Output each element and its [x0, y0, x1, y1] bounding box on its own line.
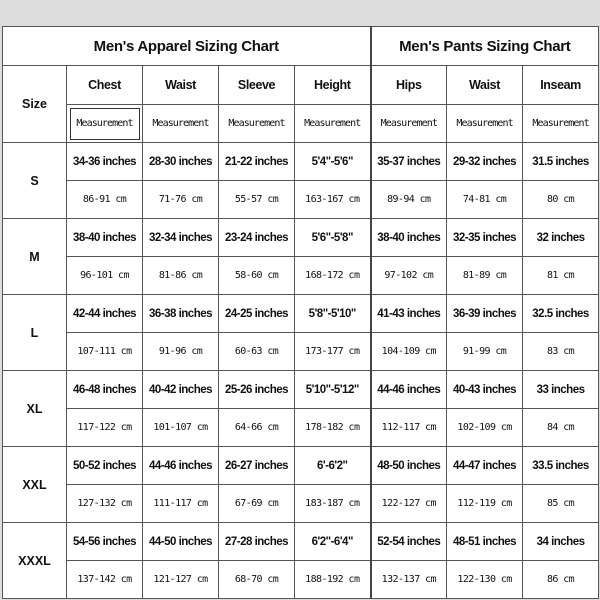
cell-cm-inseam: 83 cm — [523, 333, 599, 371]
measurement-label: Measurement — [143, 105, 219, 143]
cell-cm-sleeve: 68-70 cm — [219, 561, 295, 599]
size-label: S — [3, 143, 67, 219]
sizing-chart-table — [2, 26, 599, 599]
size-row-cm — [3, 409, 599, 447]
cell-cm-pants-waist: 91-99 cm — [447, 333, 523, 371]
cell-inches-waist: 32-34 inches — [143, 219, 219, 257]
cell-cm-height: 188-192 cm — [295, 561, 371, 599]
cell-inches-chest: 42-44 inches — [67, 295, 143, 333]
cell-inches-inseam: 33 inches — [523, 371, 599, 409]
cell-cm-chest: 117-122 cm — [67, 409, 143, 447]
cell-inches-pants-waist: 32-35 inches — [447, 219, 523, 257]
cell-cm-waist: 101-107 cm — [143, 409, 219, 447]
cell-inches-pants-waist: 48-51 inches — [447, 523, 523, 561]
size-row-inches — [3, 295, 599, 333]
size-row-cm — [3, 561, 599, 599]
measurement-row — [3, 105, 599, 143]
cell-inches-sleeve: 25-26 inches — [219, 371, 295, 409]
size-row-cm — [3, 333, 599, 371]
measurement-label: Measurement — [67, 105, 143, 143]
cell-inches-inseam: 31.5 inches — [523, 143, 599, 181]
size-label: L — [3, 295, 67, 371]
cell-cm-sleeve: 55-57 cm — [219, 181, 295, 219]
cell-inches-inseam: 33.5 inches — [523, 447, 599, 485]
cell-inches-sleeve: 27-28 inches — [219, 523, 295, 561]
cell-inches-pants-waist: 40-43 inches — [447, 371, 523, 409]
cell-cm-sleeve: 58-60 cm — [219, 257, 295, 295]
cell-cm-inseam: 85 cm — [523, 485, 599, 523]
cell-cm-height: 173-177 cm — [295, 333, 371, 371]
column-header-height: Height — [295, 66, 371, 105]
cell-cm-sleeve: 60-63 cm — [219, 333, 295, 371]
cell-cm-chest: 127-132 cm — [67, 485, 143, 523]
size-row-cm — [3, 485, 599, 523]
cell-cm-hips: 104-109 cm — [371, 333, 447, 371]
cell-cm-pants-waist: 81-89 cm — [447, 257, 523, 295]
cell-cm-hips: 112-117 cm — [371, 409, 447, 447]
cell-inches-inseam: 32.5 inches — [523, 295, 599, 333]
measurement-label: Measurement — [295, 105, 371, 143]
column-header-inseam: Inseam — [523, 66, 599, 105]
column-header-row — [3, 66, 599, 105]
size-row-cm — [3, 181, 599, 219]
cell-inches-height: 6'-6'2" — [295, 447, 371, 485]
cell-inches-hips: 38-40 inches — [371, 219, 447, 257]
cell-cm-sleeve: 67-69 cm — [219, 485, 295, 523]
cell-inches-hips: 41-43 inches — [371, 295, 447, 333]
column-header-sleeve: Sleeve — [219, 66, 295, 105]
cell-inches-chest: 34-36 inches — [67, 143, 143, 181]
cell-cm-chest: 107-111 cm — [67, 333, 143, 371]
cell-inches-pants-waist: 44-47 inches — [447, 447, 523, 485]
cell-cm-height: 168-172 cm — [295, 257, 371, 295]
column-header-chest: Chest — [67, 66, 143, 105]
cell-inches-waist: 44-50 inches — [143, 523, 219, 561]
cell-inches-waist: 28-30 inches — [143, 143, 219, 181]
cell-inches-height: 5'8"-5'10" — [295, 295, 371, 333]
size-column-header: Size — [3, 66, 67, 143]
cell-cm-waist: 71-76 cm — [143, 181, 219, 219]
cell-inches-hips: 44-46 inches — [371, 371, 447, 409]
cell-cm-hips: 89-94 cm — [371, 181, 447, 219]
cell-cm-pants-waist: 102-109 cm — [447, 409, 523, 447]
cell-cm-pants-waist: 122-130 cm — [447, 561, 523, 599]
cell-inches-hips: 48-50 inches — [371, 447, 447, 485]
size-row-inches — [3, 219, 599, 257]
size-label: XXL — [3, 447, 67, 523]
cell-cm-waist: 121-127 cm — [143, 561, 219, 599]
column-header-pants-waist: Waist — [447, 66, 523, 105]
measurement-label: Measurement — [447, 105, 523, 143]
cell-inches-height: 6'2"-6'4" — [295, 523, 371, 561]
cell-inches-sleeve: 24-25 inches — [219, 295, 295, 333]
cell-inches-chest: 54-56 inches — [67, 523, 143, 561]
cell-inches-sleeve: 21-22 inches — [219, 143, 295, 181]
measurement-label: Measurement — [219, 105, 295, 143]
pants-chart-title: Men's Pants Sizing Chart — [371, 27, 599, 66]
size-row-inches — [3, 523, 599, 561]
cell-cm-hips: 97-102 cm — [371, 257, 447, 295]
measurement-label: Measurement — [371, 105, 447, 143]
cell-cm-height: 178-182 cm — [295, 409, 371, 447]
cell-inches-chest: 50-52 inches — [67, 447, 143, 485]
size-row-inches — [3, 447, 599, 485]
cell-cm-pants-waist: 74-81 cm — [447, 181, 523, 219]
cell-cm-pants-waist: 112-119 cm — [447, 485, 523, 523]
cell-inches-waist: 40-42 inches — [143, 371, 219, 409]
cell-inches-inseam: 32 inches — [523, 219, 599, 257]
cell-inches-chest: 38-40 inches — [67, 219, 143, 257]
cell-inches-waist: 44-46 inches — [143, 447, 219, 485]
cell-inches-inseam: 34 inches — [523, 523, 599, 561]
cell-cm-inseam: 80 cm — [523, 181, 599, 219]
cell-inches-hips: 52-54 inches — [371, 523, 447, 561]
cell-cm-chest: 86-91 cm — [67, 181, 143, 219]
cell-cm-inseam: 86 cm — [523, 561, 599, 599]
cell-cm-chest: 96-101 cm — [67, 257, 143, 295]
cell-inches-height: 5'4"-5'6" — [295, 143, 371, 181]
cell-cm-inseam: 84 cm — [523, 409, 599, 447]
title-row — [3, 27, 599, 66]
size-row-inches — [3, 371, 599, 409]
size-row-inches — [3, 143, 599, 181]
column-header-hips: Hips — [371, 66, 447, 105]
apparel-chart-title: Men's Apparel Sizing Chart — [3, 27, 371, 66]
cell-cm-waist: 81-86 cm — [143, 257, 219, 295]
cell-cm-waist: 111-117 cm — [143, 485, 219, 523]
cell-inches-height: 5'6"-5'8" — [295, 219, 371, 257]
size-label: XL — [3, 371, 67, 447]
cell-cm-hips: 122-127 cm — [371, 485, 447, 523]
cell-cm-inseam: 81 cm — [523, 257, 599, 295]
cell-cm-chest: 137-142 cm — [67, 561, 143, 599]
column-header-waist: Waist — [143, 66, 219, 105]
size-row-cm — [3, 257, 599, 295]
cell-inches-chest: 46-48 inches — [67, 371, 143, 409]
cell-inches-sleeve: 23-24 inches — [219, 219, 295, 257]
size-label: M — [3, 219, 67, 295]
cell-inches-pants-waist: 36-39 inches — [447, 295, 523, 333]
cell-inches-pants-waist: 29-32 inches — [447, 143, 523, 181]
size-label: XXXL — [3, 523, 67, 599]
cell-cm-height: 183-187 cm — [295, 485, 371, 523]
cell-inches-hips: 35-37 inches — [371, 143, 447, 181]
cell-cm-sleeve: 64-66 cm — [219, 409, 295, 447]
cell-inches-waist: 36-38 inches — [143, 295, 219, 333]
measurement-label: Measurement — [523, 105, 599, 143]
cell-cm-hips: 132-137 cm — [371, 561, 447, 599]
cell-cm-waist: 91-96 cm — [143, 333, 219, 371]
cell-inches-sleeve: 26-27 inches — [219, 447, 295, 485]
cell-cm-height: 163-167 cm — [295, 181, 371, 219]
cell-inches-height: 5'10"-5'12" — [295, 371, 371, 409]
